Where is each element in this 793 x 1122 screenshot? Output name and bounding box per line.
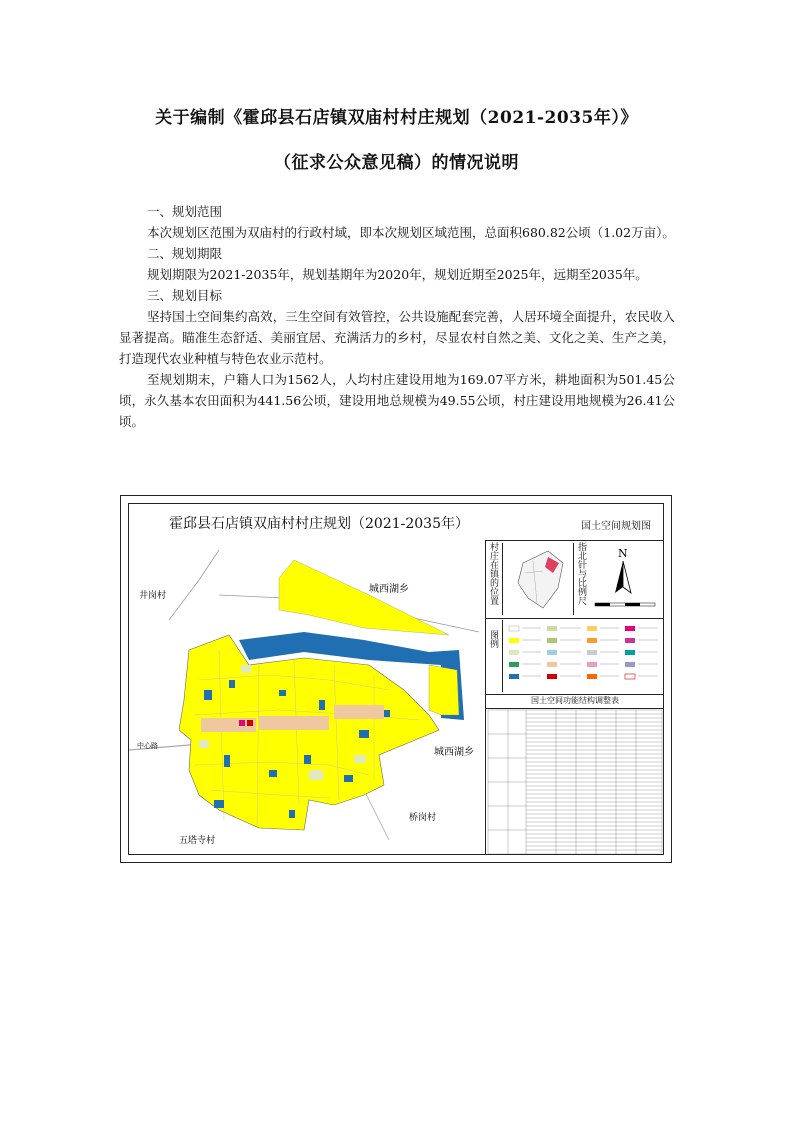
paragraph: 规划期限为2021-2035年，规划基期年为2020年，规划近期至2025年，远期至2035年。: [147, 267, 648, 282]
section-heading: 一、规划范围: [147, 204, 223, 219]
place-label: 城西湖乡: [369, 584, 409, 595]
map-sidebar: [485, 540, 664, 855]
inset-row: [486, 540, 664, 619]
legend-label: 图例: [488, 630, 498, 648]
location-label: 村庄在镇的位置: [488, 542, 498, 605]
road-label: 中心路: [137, 742, 158, 750]
document-title-line2: （征求公众意见稿）的情况说明: [274, 153, 519, 173]
north-letter: N: [618, 547, 628, 560]
paragraph: 至规划期末，户籍人口为1562人，人均村庄建设用地为169.07平方米，耕地面积为501.45公顷，永久基本农田面积为441.56公顷，建设用地总规模为49.55公顷，村庄建设用地规模为26.41公顷。: [119, 372, 675, 429]
land-use-adjustment-table: [486, 708, 664, 855]
location-inset-map: [502, 543, 574, 615]
section-heading: 三、规划目标: [147, 288, 223, 303]
planning-map-figure: [120, 495, 672, 863]
place-label: 五塔寺村: [179, 836, 216, 846]
land-use-map: [129, 540, 485, 855]
north-scale-label: 指北针与比例尺: [576, 542, 586, 605]
document-title-line1: 关于编制《霍邱县石店镇双庙村村庄规划（2021-2035年）》: [155, 108, 638, 128]
place-label: 城西湖乡: [434, 747, 474, 758]
map-title-bar: [129, 504, 663, 541]
place-label: 桥岗村: [409, 813, 437, 823]
paragraph: 坚持国土空间集约高效，三生空间有效管控，公共设施配套完善，人居环境全面提升，农民收入显著提高。瞄准生态舒适、美丽宜居、充满活力的乡村，尽显农村自然之美、文化之美、生产之美，打造现代农业种植与特色农业示范村。: [119, 309, 675, 366]
legend-swatches: [502, 620, 663, 692]
north-arrow-icon: [590, 543, 660, 615]
paragraph: 本次规划区范围为双庙村的行政村域，即本次规划区域范围，总面积680.82公顷（1.02万亩）。: [147, 225, 675, 240]
section-heading: 二、规划期限: [147, 246, 223, 261]
document-body: [119, 201, 675, 432]
place-label: 井岗村: [139, 591, 167, 601]
table-title: 国土空间功能结构调整表: [486, 694, 664, 709]
map-subtitle: 国土空间规划图: [581, 521, 651, 532]
legend-row: [486, 618, 664, 695]
map-title: 霍邱县石店镇双庙村村庄规划（2021-2035年）: [169, 516, 469, 532]
